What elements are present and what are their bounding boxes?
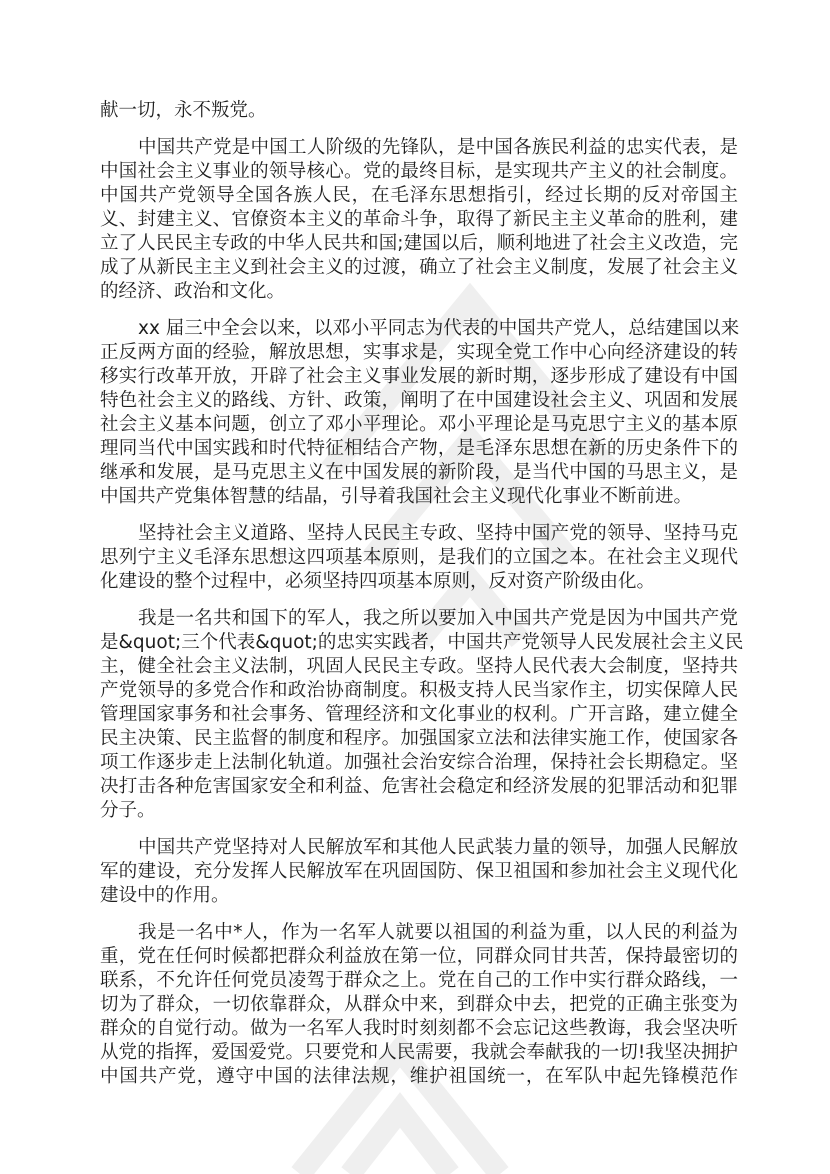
paragraph [100,836,738,908]
text-line: 联系，不允许任何党员凌驾于群众之上。党在自己的工作中实行群众路线，一 [100,970,738,991]
text-line: 正反两方面的经验，解放思想，实事求是，实现全党工作中心向经济建设的转 [100,342,738,363]
text-line: 的经济、政治和文化。 [100,281,286,302]
text-line: 从党的指挥，爱国爱党。只要党和人民需要，我就会奉献我的一切!我坚决拥护 [100,1042,738,1063]
text-line: 管理国家事务和社会事务、管理经济和文化事业的权利。广开言路，建立健全 [100,704,738,725]
text-line: 化建设的整个过程中，必须坚持四项基本原则，反对资产阶级由化。 [100,571,656,592]
paragraph [100,607,744,823]
text-line: 中国共产党集体智慧的结晶，引导着我国社会主义现代化事业不断前进。 [100,486,693,507]
text-line: 我是一名中*人，作为一名军人就要以祖国的利益为重，以人民的利益为 [138,922,738,943]
paragraph [100,99,738,123]
text-line: 思列宁主义毛泽东思想这四项基本原则，是我们的立国之本。在社会主义现代 [100,547,738,568]
text-line: 分子。 [100,800,156,821]
text-line: 特色社会主义的路线、方针、政策，阐明了在中国建设社会主义、巩固和发展 [100,390,738,411]
paragraph [100,317,738,509]
text-line: 社会主义基本问题，创立了邓小平理论。邓小平理论是马克思宁主义的基本原 [100,414,738,435]
paragraph [100,136,738,304]
text-line: xx 届三中全会以来，以邓小平同志为代表的中国共产党人，总结建国以来 [138,318,740,339]
text-line: 成了从新民主主义到社会主义的过渡，确立了社会主义制度，发展了社会主义 [100,257,738,278]
text-line: 义、封建主义、官僚资本主义的革命斗争，取得了新民主主义革命的胜利，建 [100,209,738,230]
text-line: 切为了群众，一切依靠群众，从群众中来，到群众中去，把党的正确主张变为 [100,994,738,1015]
text-line: 民主决策、民主监督的制度和程序。加强国家立法和法律实施工作，使国家各 [100,728,738,749]
text-line: 立了人民民主专政的中华人民共和国;建国以后，顺利地进了社会主义改造，完 [100,233,738,254]
document-body [100,99,744,1102]
text-line: 继承和发展，是马克思主义在中国发展的新阶段，是当代中国的马思主义，是 [100,462,738,483]
text-line: 中国共产党，遵守中国的法律法规，维护祖国统一，在军队中起先锋模范作 [100,1066,738,1087]
text-line: 是&quot;三个代表&quot;的忠实实践者，中国共产党领导人民发展社会主义民 [100,632,744,653]
text-line: 主，健全社会主义法制，巩固人民民主专政。坚持人民代表大会制度，坚持共 [100,656,738,677]
text-line: 决打击各种危害国家安全和利益、危害社会稳定和经济发展的犯罪活动和犯罪 [100,776,738,797]
text-line: 重，党在任何时候都把群众利益放在第一位，同群众同甘共苦，保持最密切的 [100,946,738,967]
paragraph [100,522,738,594]
text-line: 理同当代中国实践和时代特征相结合产物，是毛泽东思想在新的历史条件下的 [100,438,738,459]
text-line: 群众的自觉行动。做为一名军人我时时刻刻都不会忘记这些教诲，我会坚决听 [100,1018,738,1039]
text-line: 移实行改革开放，开辟了社会主义事业发展的新时期，逐步形成了建设有中国 [100,366,738,387]
text-line: 中国共产党领导全国各族人民，在毛泽东思想指引，经过长期的反对帝国主 [100,185,738,206]
text-line: 献一切，永不叛党。 [100,100,267,121]
text-line: 坚持社会主义道路、坚持人民民主专政、坚持中国产党的领导、坚持马克 [138,523,738,544]
text-line: 我是一名共和国下的军人，我之所以要加入中国共产党是因为中国共产党 [138,608,738,629]
text-line: 中国共产党坚持对人民解放军和其他人民武装力量的领导，加强人民解放 [138,837,738,858]
text-line: 中国社会主义事业的领导核心。党的最终目标，是实现共产主义的社会制度。 [100,161,738,182]
text-line: 建设中的作用。 [100,885,230,906]
text-line: 产党领导的多党合作和政治协商制度。积极支持人民当家作主，切实保障人民 [100,680,738,701]
text-line: 中国共产党是中国工人阶级的先锋队，是中国各族民利益的忠实代表，是 [138,137,738,158]
text-line: 项工作逐步走上法制化轨道。加强社会治安综合治理，保持社会长期稳定。坚 [100,752,738,773]
paragraph [100,921,738,1089]
text-line: 军的建设，充分发挥人民解放军在巩固国防、保卫祖国和参加社会主义现代化 [100,861,738,882]
